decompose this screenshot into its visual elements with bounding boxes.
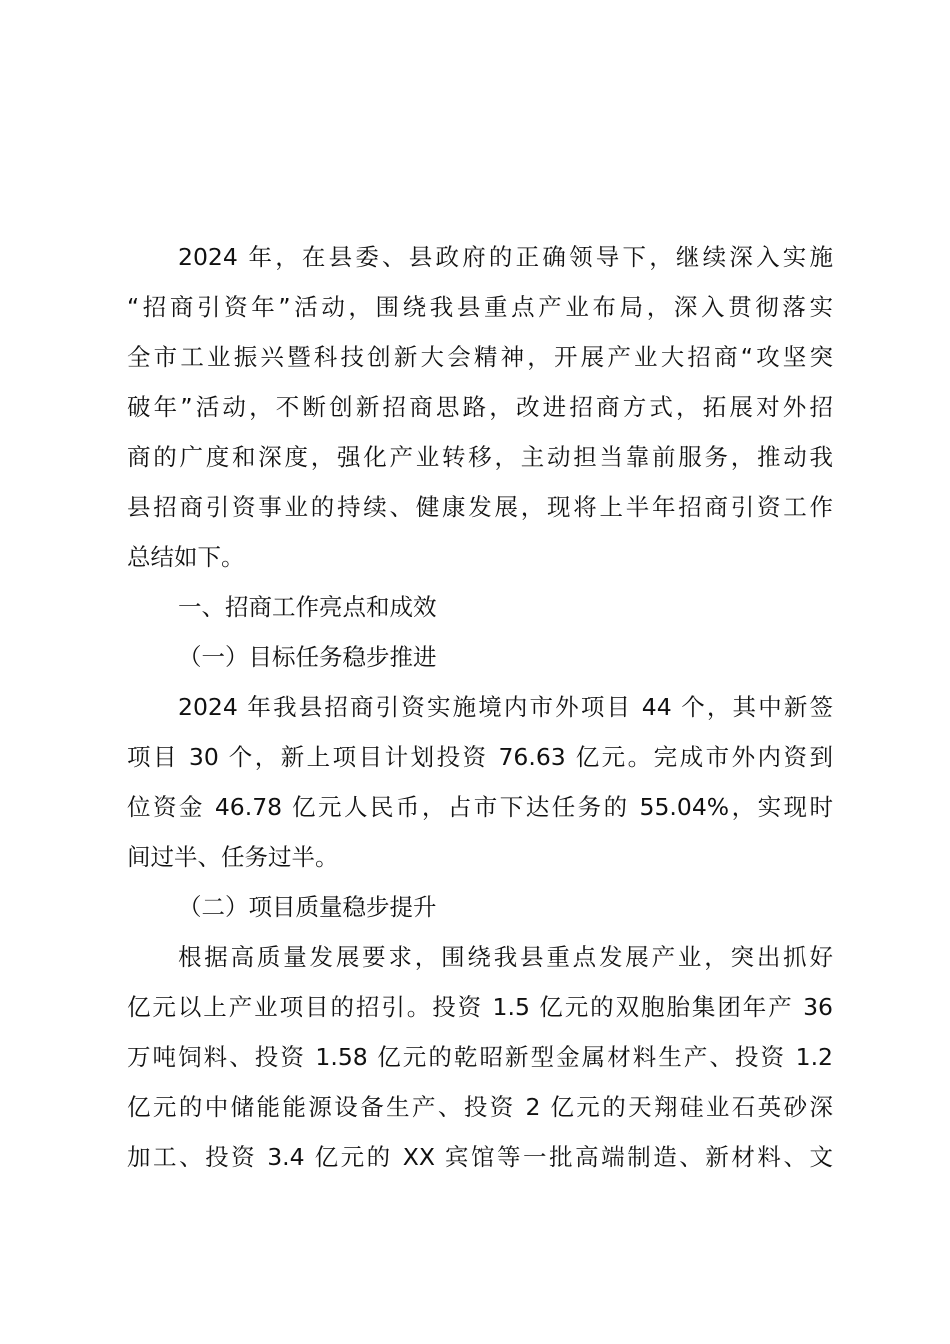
document-body bbox=[127, 232, 833, 1182]
sub1-line-2: 项目 30 个，新上项目计划投资 76.63 亿元。完成市外内资到 bbox=[127, 743, 833, 771]
intro-line-3: 全市工业振兴暨科技创新大会精神，开展产业大招商“攻坚突 bbox=[127, 343, 833, 371]
intro-line-5: 商的广度和深度，强化产业转移，主动担当靠前服务，推动我 bbox=[127, 443, 833, 471]
intro-line-2: “招商引资年”活动，围绕我县重点产业布局，深入贯彻落实 bbox=[127, 293, 833, 321]
sub2-line-3: 万吨饲料、投资 1.58 亿元的乾昭新型金属材料生产、投资 1.2 bbox=[127, 1043, 833, 1071]
section-heading-1: 一、招商工作亮点和成效 bbox=[178, 593, 437, 621]
sub2-line-4: 亿元的中储能能源设备生产、投资 2 亿元的天翔硅业石英砂深 bbox=[127, 1093, 833, 1121]
sub1-line-3: 位资金 46.78 亿元人民币，占市下达任务的 55.04%，实现时 bbox=[127, 793, 833, 821]
intro-line-7: 总结如下。 bbox=[127, 543, 245, 571]
sub2-line-2: 亿元以上产业项目的招引。投资 1.5 亿元的双胞胎集团年产 36 bbox=[127, 993, 833, 1021]
sub1-line-1: 2024 年我县招商引资实施境内市外项目 44 个，其中新签 bbox=[178, 693, 833, 721]
intro-line-6: 县招商引资事业的持续、健康发展，现将上半年招商引资工作 bbox=[127, 493, 833, 521]
subsection-heading-1: （一）目标任务稳步推进 bbox=[178, 643, 437, 671]
sub2-line-5: 加工、投资 3.4 亿元的 XX 宾馆等一批高端制造、新材料、文 bbox=[127, 1143, 833, 1171]
intro-line-4: 破年”活动，不断创新招商思路，改进招商方式，拓展对外招 bbox=[127, 393, 833, 421]
sub1-line-4: 间过半、任务过半。 bbox=[127, 843, 339, 871]
sub2-line-1: 根据高质量发展要求，围绕我县重点发展产业，突出抓好 bbox=[178, 943, 833, 971]
subsection-heading-2: （二）项目质量稳步提升 bbox=[178, 893, 437, 921]
intro-line-1: 2024 年，在县委、县政府的正确领导下，继续深入实施 bbox=[178, 243, 833, 271]
